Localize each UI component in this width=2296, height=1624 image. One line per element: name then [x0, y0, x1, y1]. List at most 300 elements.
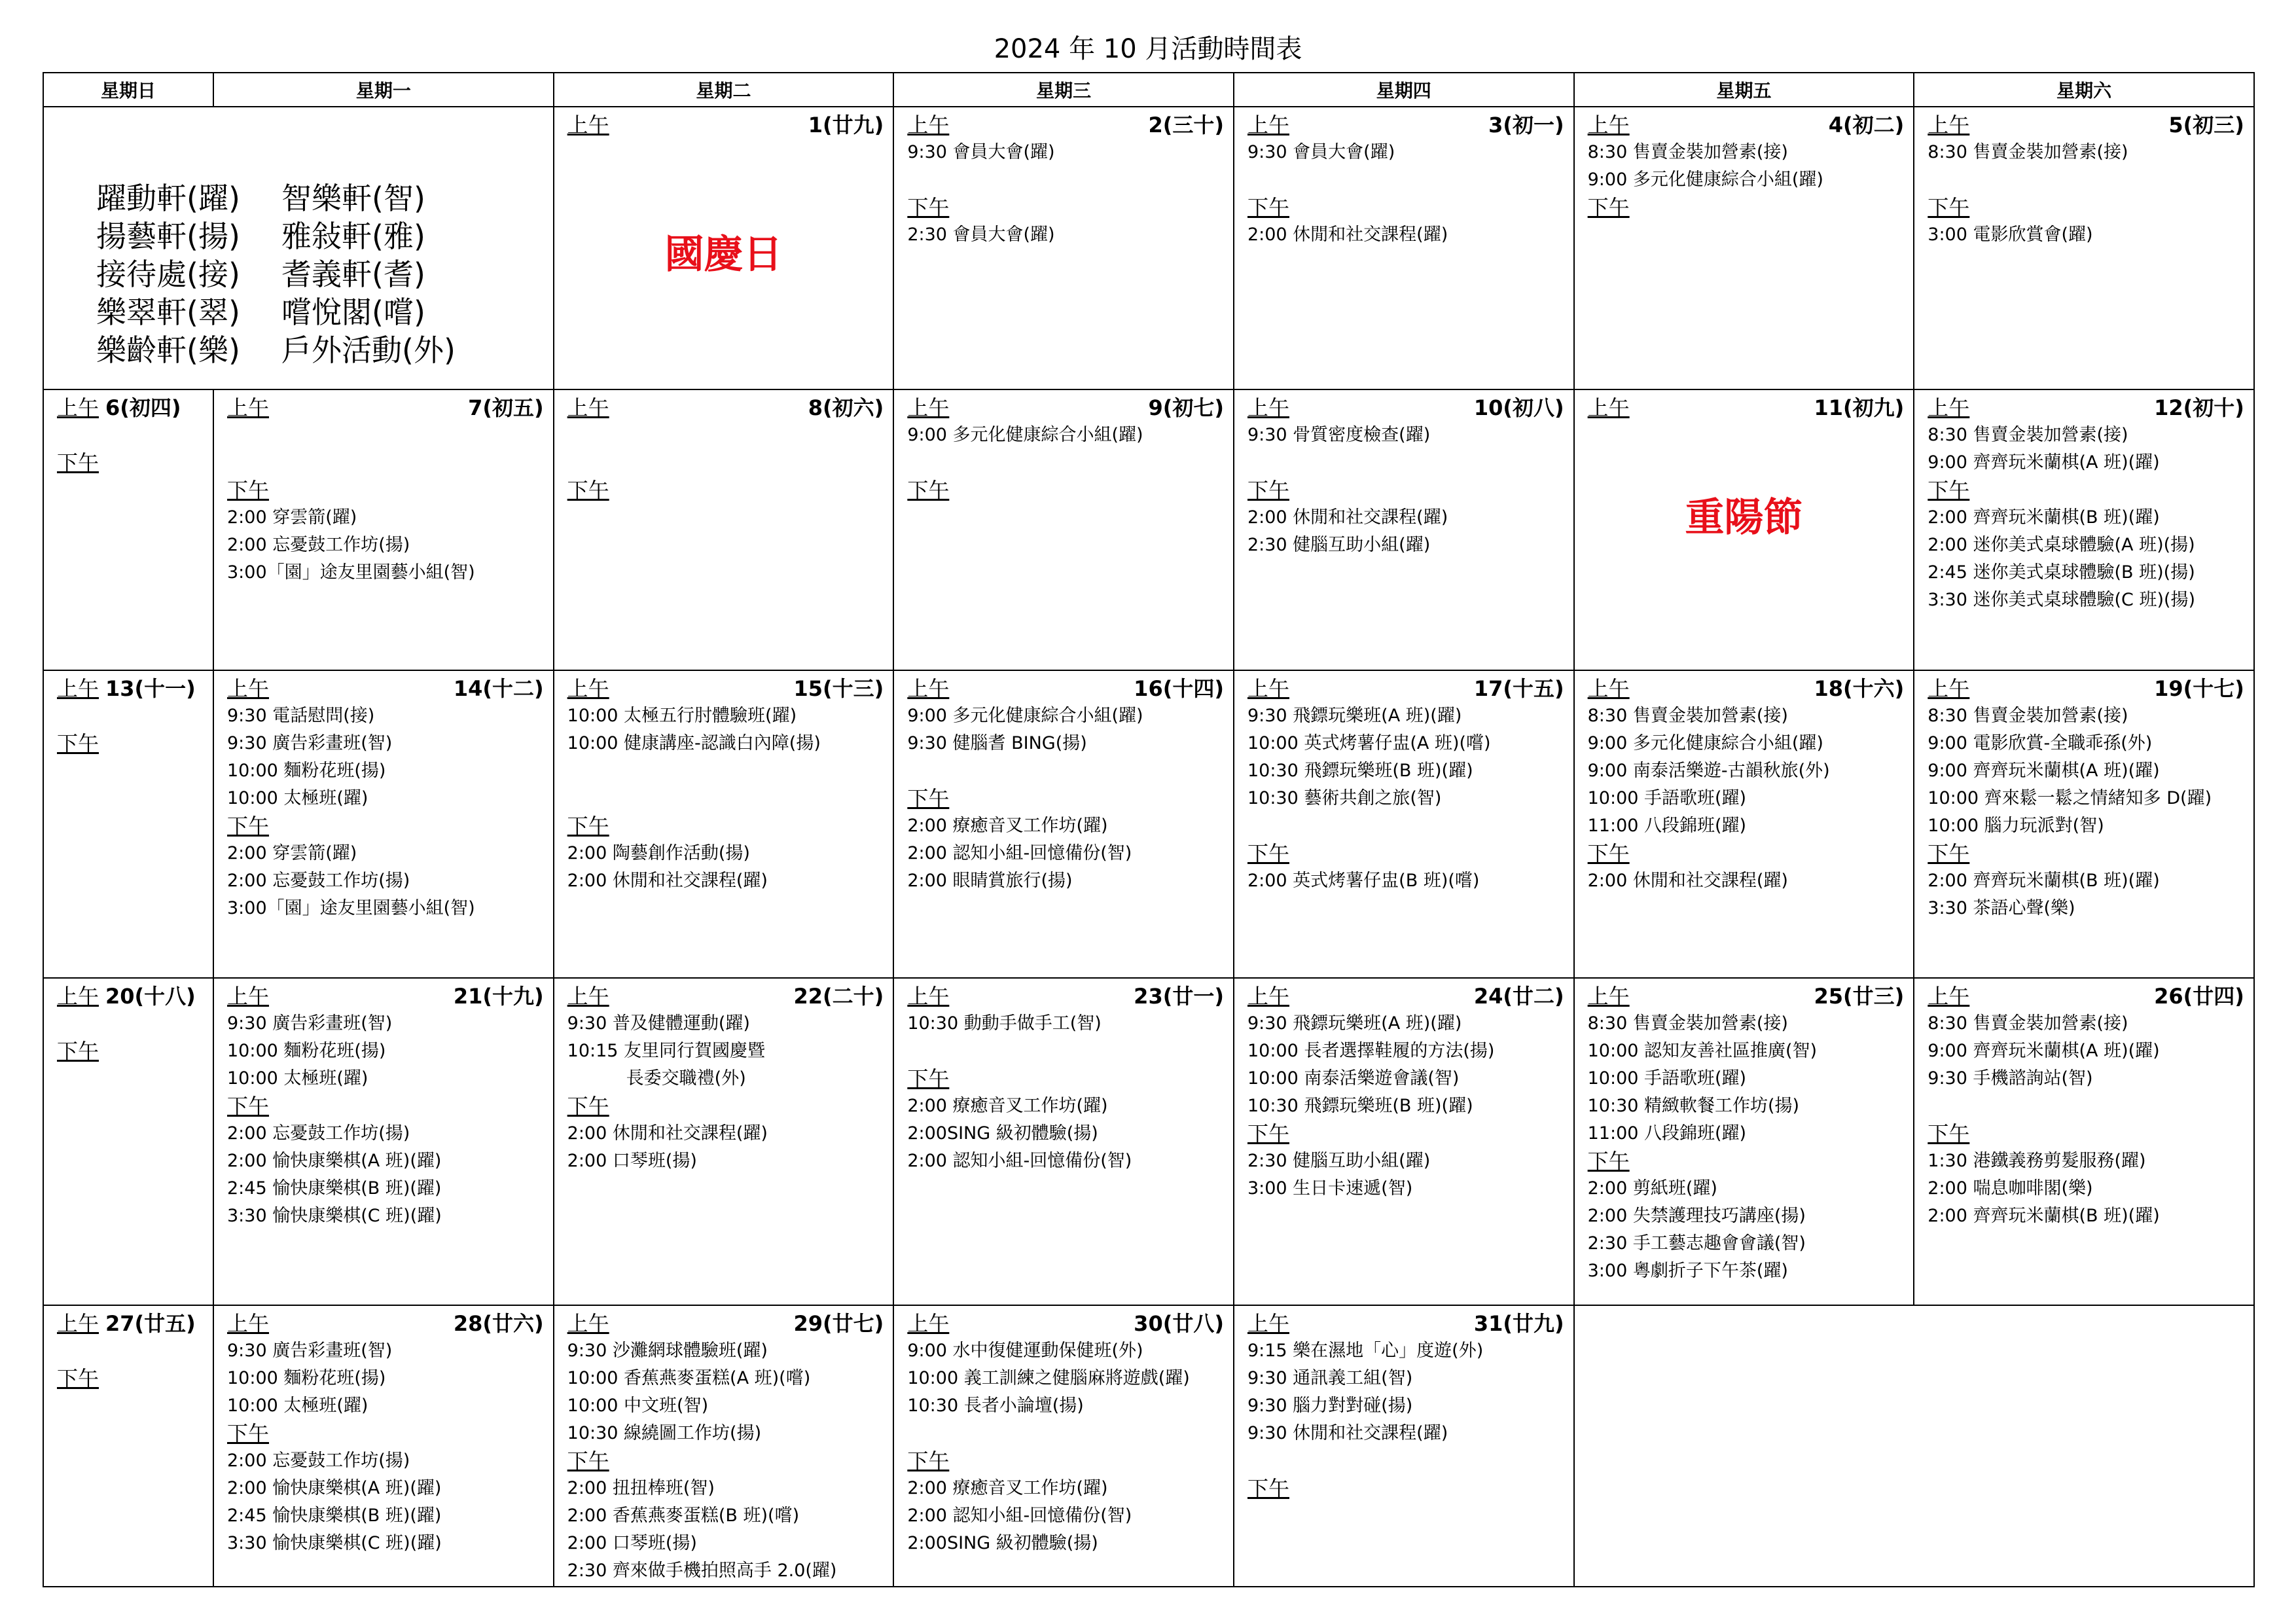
sunday-header	[57, 1310, 204, 1337]
day-header	[1588, 983, 1905, 1010]
day-cell	[893, 107, 1234, 389]
day-number: 19(十七)	[2154, 676, 2244, 701]
legend-item: 揚藝軒(揚)	[96, 219, 240, 254]
am-event: 10:00 香蕉燕麥蛋糕(A 班)(嚐)	[567, 1368, 811, 1388]
pm-event: 3:00「園」途友里園藝小組(智)	[227, 562, 475, 583]
pm-label: 下午	[1928, 841, 1970, 866]
am-event: 10:00 義工訓練之健腦麻將遊戲(躍)	[907, 1368, 1190, 1388]
pm-label: 下午	[1247, 1476, 1289, 1501]
pm-event: 2:00 休閒和社交課程(躍)	[567, 871, 768, 891]
am-label: 上午	[907, 676, 950, 701]
pm-event: 2:00 療癒音叉工作坊(躍)	[907, 1096, 1108, 1116]
day-number: 27(廿五)	[105, 1311, 196, 1336]
day-number: 10(初八)	[1473, 395, 1564, 420]
am-event: 10:00 太極班(躍)	[227, 1068, 368, 1089]
am-event: 9:30 沙灘網球體驗班(躍)	[567, 1341, 768, 1361]
legend-row	[96, 179, 467, 217]
pm-event: 2:00 英式烤薯仔盅(B 班)(嚐)	[1247, 871, 1480, 891]
day-cell	[1914, 670, 2254, 978]
spacer	[57, 702, 204, 730]
am-event: 10:15 友里同行賀國慶暨	[567, 1041, 766, 1061]
am-event: 9:00 多元化健康綜合小組(躍)	[1587, 170, 1823, 190]
day-header	[567, 1310, 884, 1337]
day-header	[1247, 111, 1564, 139]
day-number: 13(十一)	[105, 676, 196, 701]
pm-event: 2:00 眼睛賞旅行(揚)	[907, 871, 1073, 891]
day-number: 23(廿一)	[1134, 984, 1224, 1009]
day-cell	[1914, 978, 2254, 1305]
pm-label: 下午	[1247, 1121, 1289, 1146]
am-event: 9:30 休閒和社交課程(躍)	[1247, 1423, 1448, 1443]
am-event: 8:30 售賣金裝加營素(接)	[1587, 1013, 1788, 1034]
legend-item: 戶外活動(外)	[281, 333, 456, 368]
day-header	[907, 111, 1224, 139]
am-event: 10:00 太極班(躍)	[227, 788, 368, 808]
am-label: 上午	[227, 395, 270, 420]
pm-event: 2:00 口琴班(揚)	[567, 1533, 697, 1553]
pm-label: 下午	[907, 478, 950, 503]
am-event: 9:15 樂在濕地「心」度遊(外)	[1247, 1341, 1484, 1361]
pm-label: 下午	[567, 1449, 609, 1473]
day-number: 18(十六)	[1814, 676, 1905, 701]
am-label: 上午	[567, 113, 609, 137]
pm-label: 下午	[1247, 478, 1289, 503]
pm-event: 2:00 穿雲箭(躍)	[227, 843, 357, 863]
day-number: 16(十四)	[1134, 676, 1224, 701]
day-cell-content	[554, 979, 893, 1305]
day-cell-content	[554, 671, 893, 977]
am-label: 上午	[57, 984, 99, 1009]
day-cell	[1914, 389, 2254, 670]
pm-event: 2:30 齊來做手機拍照高手 2.0(躍)	[567, 1561, 837, 1581]
holiday-label: 重陽節	[1685, 495, 1803, 541]
legend-row	[96, 331, 467, 369]
am-event: 10:00 手語歌班(躍)	[1587, 1068, 1747, 1089]
am-label: 上午	[1247, 113, 1289, 137]
weekday-header: 星期三	[893, 73, 1234, 107]
pm-event: 2:00 休閒和社交課程(躍)	[1247, 507, 1448, 528]
spacer	[567, 757, 884, 785]
pm-event: 2:00 齊齊玩米蘭棋(B 班)(躍)	[1928, 507, 2160, 528]
am-label: 上午	[227, 1311, 270, 1336]
am-label: 上午	[1247, 395, 1289, 420]
sunday-header	[57, 675, 204, 702]
day-header	[227, 983, 544, 1010]
day-cell	[893, 670, 1234, 978]
spacer	[907, 449, 1224, 477]
am-label: 上午	[227, 984, 270, 1009]
am-event: 9:00 齊齊玩米蘭棋(A 班)(躍)	[1928, 761, 2160, 781]
day-cell-content	[1234, 390, 1573, 670]
am-label: 上午	[1247, 676, 1289, 701]
pm-event: 3:00 電影欣賞會(躍)	[1928, 225, 2093, 245]
day-number: 11(初九)	[1814, 395, 1905, 420]
day-number: 2(三十)	[1148, 113, 1224, 137]
holiday-label: 國慶日	[664, 232, 783, 278]
am-event: 10:30 飛鏢玩樂班(B 班)(躍)	[1247, 1096, 1473, 1116]
day-cell	[554, 1305, 894, 1587]
pm-label: 下午	[227, 1421, 270, 1446]
day-number: 15(十三)	[793, 676, 884, 701]
am-label: 上午	[1587, 984, 1630, 1009]
day-cell	[1574, 389, 1914, 670]
day-number: 1(廿九)	[808, 113, 884, 137]
pm-event: 3:00「園」途友里園藝小組(智)	[227, 898, 475, 918]
am-event: 9:30 飛鏢玩樂班(A 班)(躍)	[1247, 1013, 1462, 1034]
spacer	[1928, 1092, 2244, 1120]
pm-event: 2:45 愉快康樂棋(B 班)(躍)	[227, 1506, 442, 1526]
pm-label: 下午	[907, 1066, 950, 1091]
day-cell-content	[1575, 107, 1914, 389]
am-event: 9:30 廣告彩畫班(智)	[227, 733, 393, 753]
day-number: 3(初一)	[1488, 113, 1564, 137]
pm-label: 下午	[1928, 195, 1970, 220]
sunday-cell	[43, 389, 213, 670]
legend-row	[96, 293, 467, 331]
day-cell-content	[1234, 671, 1573, 977]
day-cell-content	[894, 979, 1233, 1305]
sunday-cell	[43, 978, 213, 1305]
weekday-header: 星期四	[1234, 73, 1574, 107]
am-event: 10:00 認知友善社區推廣(智)	[1587, 1041, 1818, 1061]
day-number: 28(廿六)	[453, 1311, 544, 1336]
pm-label: 下午	[57, 1366, 99, 1391]
day-cell-content	[214, 671, 553, 977]
am-event: 10:00 齊來鬆一鬆之情緒知多 D(躍)	[1928, 788, 2212, 808]
spacer	[1928, 166, 2244, 194]
pm-event: 2:00 愉快康樂棋(A 班)(躍)	[227, 1151, 442, 1171]
pm-event: 2:00 陶藝創作活動(揚)	[567, 843, 750, 863]
spacer	[567, 785, 884, 812]
pm-event: 2:00 認知小組-回憶備份(智)	[907, 843, 1132, 863]
spacer	[907, 757, 1224, 785]
legend-cell	[43, 107, 554, 389]
pm-label: 下午	[907, 195, 950, 220]
pm-label: 下午	[567, 814, 609, 839]
calendar-table	[43, 72, 2255, 1587]
am-label: 上午	[907, 113, 950, 137]
am-event: 9:30 手機諮詢站(智)	[1928, 1068, 2093, 1089]
pm-label: 下午	[57, 731, 99, 756]
am-event: 8:30 售賣金裝加營素(接)	[1587, 142, 1788, 162]
day-number: 29(廿七)	[793, 1311, 884, 1336]
pm-event: 2:00 齊齊玩米蘭棋(B 班)(躍)	[1928, 1206, 2160, 1226]
pm-event: 2:00 扭扭棒班(智)	[567, 1478, 715, 1498]
day-header	[1247, 675, 1564, 702]
day-cell-content	[1914, 107, 2253, 389]
pm-label: 下午	[907, 786, 950, 811]
am-event: 8:30 售賣金裝加營素(接)	[1928, 1013, 2128, 1034]
pm-label: 下午	[227, 1094, 270, 1119]
day-number: 26(廿四)	[2154, 984, 2244, 1009]
am-event: 10:00 英式烤薯仔盅(A 班)(嚐)	[1247, 733, 1491, 753]
room-legend	[96, 179, 467, 369]
am-label: 上午	[1928, 984, 1970, 1009]
pm-event: 2:45 迷你美式桌球體驗(B 班)(揚)	[1928, 562, 2195, 583]
day-cell	[1234, 1305, 1574, 1587]
am-event: 9:30 電話慰問(接)	[227, 706, 375, 726]
page-title: 2024 年 10 月活動時間表	[994, 34, 1302, 64]
spacer	[57, 1337, 204, 1365]
day-cell-content	[1914, 671, 2253, 977]
pm-event: 1:30 港鐵義務剪髮服務(躍)	[1928, 1151, 2146, 1171]
pm-event: 2:30 健腦互助小組(躍)	[1247, 535, 1431, 555]
am-label: 上午	[567, 676, 609, 701]
pm-event: 2:00 休閒和社交課程(躍)	[567, 1123, 768, 1144]
day-cell	[1574, 670, 1914, 978]
sunday-header	[57, 983, 204, 1010]
weekday-header: 星期二	[554, 73, 894, 107]
week-row	[43, 670, 2254, 978]
pm-label: 下午	[1928, 1121, 1970, 1146]
day-cell-content	[1234, 107, 1573, 389]
day-cell-content	[1575, 671, 1914, 977]
day-header	[1588, 675, 1905, 702]
day-cell	[893, 978, 1234, 1305]
legend-row	[96, 255, 467, 293]
day-cell-content	[1234, 979, 1573, 1305]
am-label: 上午	[1587, 395, 1630, 420]
day-header	[907, 1310, 1224, 1337]
day-number: 5(初三)	[2168, 113, 2244, 137]
day-cell-content	[44, 979, 213, 1305]
am-label: 上午	[57, 1311, 99, 1336]
am-label: 上午	[57, 395, 99, 420]
am-event: 9:30 會員大會(躍)	[907, 142, 1055, 162]
am-event: 10:00 太極班(躍)	[227, 1396, 368, 1416]
day-number: 7(初五)	[468, 395, 544, 420]
am-label: 上午	[567, 984, 609, 1009]
am-event: 9:00 水中復健運動保健班(外)	[907, 1341, 1143, 1361]
pm-event: 3:30 愉快康樂棋(C 班)(躍)	[227, 1533, 442, 1553]
pm-event: 2:00 失禁護理技巧講座(揚)	[1587, 1206, 1806, 1226]
pm-event: 2:00 療癒音叉工作坊(躍)	[907, 1478, 1108, 1498]
am-event: 8:30 售賣金裝加營素(接)	[1587, 706, 1788, 726]
am-label: 上午	[907, 984, 950, 1009]
am-event: 10:30 飛鏢玩樂班(B 班)(躍)	[1247, 761, 1473, 781]
weekday-header-row	[43, 73, 2254, 107]
pm-event: 2:00 忘憂鼓工作坊(揚)	[227, 1451, 410, 1471]
spacer	[907, 166, 1224, 194]
am-label: 上午	[907, 1311, 950, 1336]
legend-item: 耆義軒(耆)	[281, 257, 425, 292]
day-number: 12(初十)	[2154, 395, 2244, 420]
am-label: 上午	[567, 1311, 609, 1336]
am-event: 10:00 太極五行肘體驗班(躍)	[567, 706, 797, 726]
day-number: 14(十二)	[453, 676, 544, 701]
pm-event: 2:00 忘憂鼓工作坊(揚)	[227, 1123, 410, 1144]
weekday-header: 星期六	[1914, 73, 2254, 107]
day-cell-content	[214, 979, 553, 1305]
day-header	[567, 675, 884, 702]
day-cell	[554, 670, 894, 978]
pm-label: 下午	[227, 814, 270, 839]
spacer	[567, 449, 884, 477]
am-label: 上午	[227, 676, 270, 701]
legend-item: 智樂軒(智)	[281, 181, 425, 216]
day-cell	[1234, 389, 1574, 670]
day-cell-content	[1914, 390, 2253, 670]
am-event: 10:00 南泰活樂遊會議(智)	[1247, 1068, 1460, 1089]
pm-event: 2:00 穿雲箭(躍)	[227, 507, 357, 528]
pm-event: 2:00 忘憂鼓工作坊(揚)	[227, 871, 410, 891]
legend-row	[96, 217, 467, 255]
am-event: 9:30 廣告彩畫班(智)	[227, 1013, 393, 1034]
day-header	[227, 394, 544, 422]
day-header	[1928, 983, 2244, 1010]
pm-label: 下午	[1247, 841, 1289, 866]
day-number: 4(初二)	[1828, 113, 1905, 137]
am-event: 長委交職禮(外)	[626, 1068, 746, 1089]
pm-event: 2:00 香蕉燕麥蛋糕(B 班)(嚐)	[567, 1506, 800, 1526]
am-event: 9:30 會員大會(躍)	[1247, 142, 1395, 162]
day-header	[1247, 983, 1564, 1010]
pm-event: 2:00 迷你美式桌球體驗(A 班)(揚)	[1928, 535, 2195, 555]
am-event: 9:00 多元化健康綜合小組(躍)	[907, 706, 1143, 726]
am-event: 9:00 多元化健康綜合小組(躍)	[1587, 733, 1823, 753]
am-label: 上午	[1247, 1311, 1289, 1336]
am-event: 9:00 南泰活樂遊-古韻秋旅(外)	[1587, 761, 1830, 781]
pm-label: 下午	[227, 478, 270, 503]
day-header	[1588, 394, 1905, 422]
pm-event: 3:00 粵劇折子下午茶(躍)	[1587, 1261, 1788, 1281]
day-cell	[1234, 670, 1574, 978]
pm-event: 2:00 認知小組-回憶備份(智)	[907, 1151, 1132, 1171]
day-cell	[893, 1305, 1234, 1587]
day-cell	[1234, 107, 1574, 389]
pm-event: 2:30 健腦互助小組(躍)	[1247, 1151, 1431, 1171]
day-cell	[554, 978, 894, 1305]
spacer	[57, 1010, 204, 1038]
day-cell	[1914, 107, 2254, 389]
am-event: 9:30 通訊義工組(智)	[1247, 1368, 1413, 1388]
am-event: 10:00 中文班(智)	[567, 1396, 709, 1416]
pm-label: 下午	[57, 1039, 99, 1064]
pm-event: 3:30 迷你美式桌球體驗(C 班)(揚)	[1928, 590, 2196, 610]
day-cell	[213, 389, 554, 670]
pm-event: 2:00 認知小組-回憶備份(智)	[907, 1506, 1132, 1526]
day-header	[1588, 111, 1905, 139]
legend-item: 雅敍軒(雅)	[281, 219, 425, 254]
weekday-header: 星期一	[213, 73, 554, 107]
day-cell-content	[1234, 1306, 1573, 1586]
day-number: 20(十八)	[105, 984, 196, 1009]
am-event: 10:30 精緻軟餐工作坊(揚)	[1587, 1096, 1800, 1116]
spacer	[907, 1038, 1224, 1065]
day-header	[907, 675, 1224, 702]
day-cell	[893, 389, 1234, 670]
am-event: 10:30 長者小論壇(揚)	[907, 1396, 1084, 1416]
pm-event: 2:00SING 級初體驗(揚)	[907, 1533, 1098, 1553]
day-number: 31(廿九)	[1473, 1311, 1564, 1336]
day-header	[227, 1310, 544, 1337]
day-cell	[213, 978, 554, 1305]
day-cell-content	[44, 390, 213, 670]
spacer	[1247, 1447, 1564, 1475]
pm-event: 3:00 生日卡速遞(智)	[1247, 1178, 1413, 1199]
am-label: 上午	[1587, 676, 1630, 701]
pm-event: 2:00 療癒音叉工作坊(躍)	[907, 816, 1108, 836]
sunday-cell	[43, 1305, 213, 1587]
pm-label: 下午	[567, 1094, 609, 1119]
am-event: 10:30 動動手做手工(智)	[907, 1013, 1102, 1034]
am-label: 上午	[1928, 676, 1970, 701]
day-header	[907, 394, 1224, 422]
am-label: 上午	[57, 676, 99, 701]
pm-label: 下午	[1587, 195, 1630, 220]
am-event: 9:00 齊齊玩米蘭棋(A 班)(躍)	[1928, 1041, 2160, 1061]
pm-label: 下午	[907, 1449, 950, 1473]
am-event: 11:00 八段錦班(躍)	[1587, 1123, 1747, 1144]
am-label: 上午	[1928, 395, 1970, 420]
pm-event: 3:30 茶語心聲(樂)	[1928, 898, 2075, 918]
am-label: 上午	[1587, 113, 1630, 137]
week-row	[43, 1305, 2254, 1587]
week-row	[43, 389, 2254, 670]
am-event: 10:00 腦力玩派對(智)	[1928, 816, 2104, 836]
day-cell	[213, 670, 554, 978]
spacer	[1247, 812, 1564, 840]
day-cell-content	[1575, 390, 1914, 670]
day-number: 21(十九)	[453, 984, 544, 1009]
day-number: 9(初七)	[1148, 395, 1224, 420]
day-cell-content	[894, 671, 1233, 977]
day-header	[567, 394, 884, 422]
am-label: 上午	[567, 395, 609, 420]
am-event: 10:00 健康講座-認識白內障(揚)	[567, 733, 821, 753]
day-cell-content	[554, 107, 893, 389]
day-number: 8(初六)	[808, 395, 884, 420]
day-header	[227, 675, 544, 702]
spacer	[57, 422, 204, 449]
am-event: 10:00 麵粉花班(揚)	[227, 761, 386, 781]
am-event: 9:30 健腦耆 BING(揚)	[907, 733, 1087, 753]
am-event: 10:00 麵粉花班(揚)	[227, 1041, 386, 1061]
pm-event: 2:00 口琴班(揚)	[567, 1151, 697, 1171]
am-event: 10:00 長者選擇鞋履的方法(揚)	[1247, 1041, 1495, 1061]
day-cell	[1574, 978, 1914, 1305]
am-event: 9:30 骨質密度檢查(躍)	[1247, 425, 1431, 445]
week-row	[43, 107, 2254, 389]
day-header	[567, 983, 884, 1010]
day-cell-content	[894, 107, 1233, 389]
pm-event: 2:00 休閒和社交課程(躍)	[1587, 871, 1788, 891]
am-event: 9:00 多元化健康綜合小組(躍)	[907, 425, 1143, 445]
day-cell-content	[44, 1306, 213, 1586]
day-number: 17(十五)	[1473, 676, 1564, 701]
day-header	[1247, 394, 1564, 422]
am-event: 8:30 售賣金裝加營素(接)	[1928, 425, 2128, 445]
weekday-header: 星期日	[43, 73, 213, 107]
day-header	[907, 983, 1224, 1010]
pm-event: 2:00 忘憂鼓工作坊(揚)	[227, 535, 410, 555]
am-event: 8:30 售賣金裝加營素(接)	[1928, 706, 2128, 726]
spacer	[227, 449, 544, 477]
day-cell-content	[1914, 979, 2253, 1305]
pm-label: 下午	[57, 450, 99, 475]
pm-event: 3:30 愉快康樂棋(C 班)(躍)	[227, 1206, 442, 1226]
day-number: 30(廿八)	[1134, 1311, 1224, 1336]
pm-event: 2:30 手工藝志趣會會議(智)	[1587, 1233, 1806, 1254]
day-header	[567, 111, 884, 139]
am-event: 9:30 飛鏢玩樂班(A 班)(躍)	[1247, 706, 1462, 726]
weekday-header: 星期五	[1574, 73, 1914, 107]
am-event: 9:30 腦力對對碰(揚)	[1247, 1396, 1413, 1416]
spacer	[567, 422, 884, 449]
am-event: 9:30 普及健體運動(躍)	[567, 1013, 750, 1034]
day-cell-content	[554, 1306, 893, 1586]
spacer	[907, 1420, 1224, 1447]
